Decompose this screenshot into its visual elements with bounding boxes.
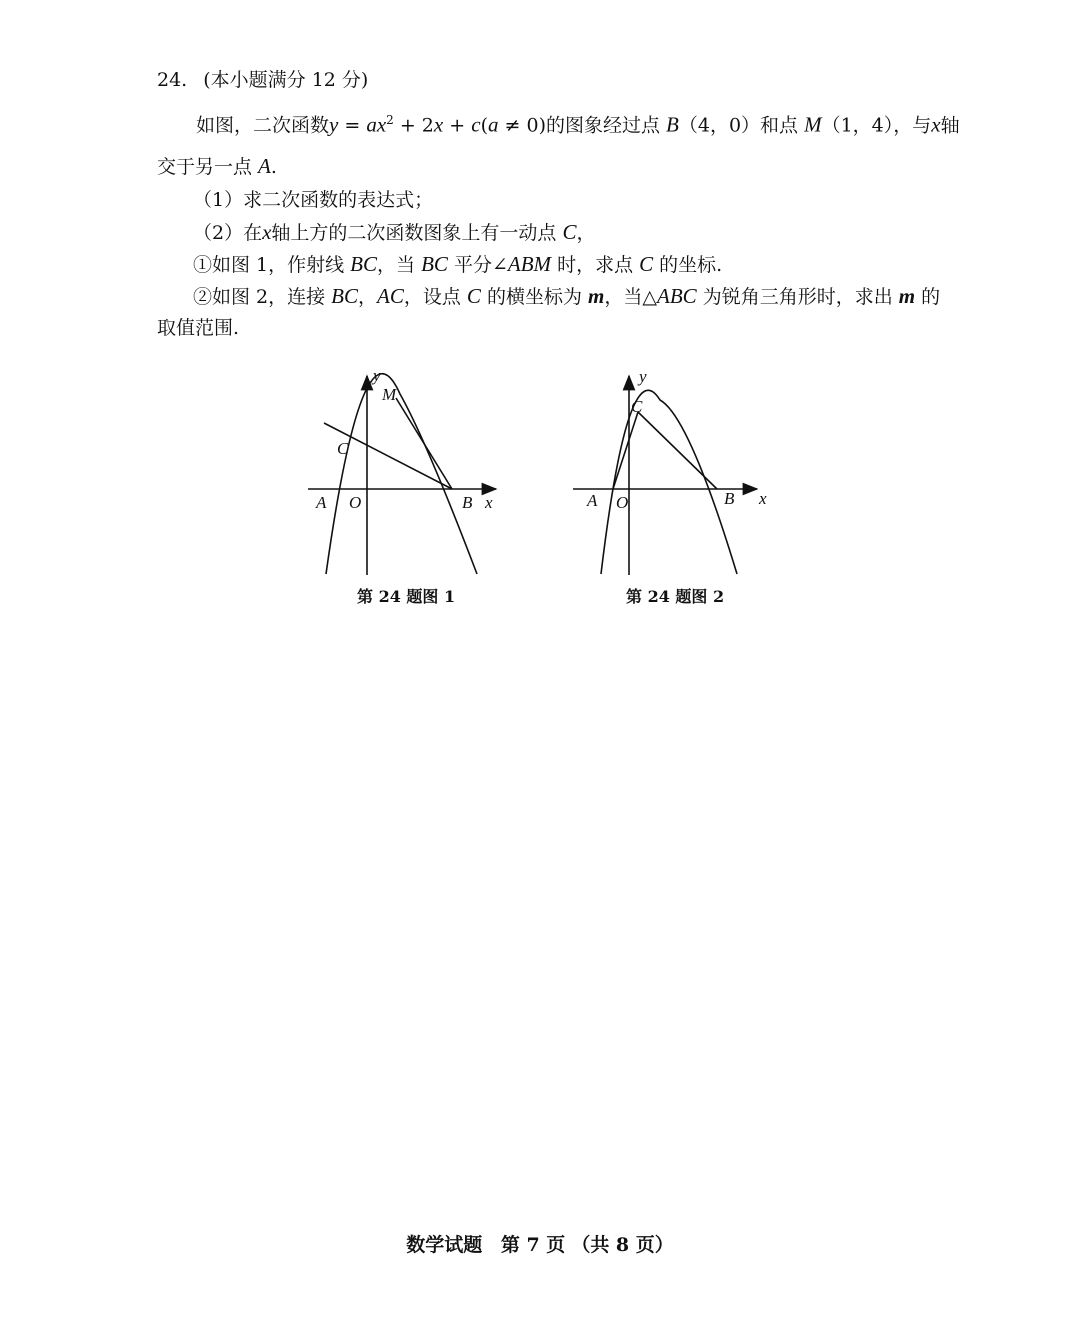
formula-var: x bbox=[433, 112, 444, 137]
footer-page: 第 7 页 bbox=[500, 1234, 566, 1256]
segment-label: BC bbox=[421, 252, 448, 276]
formula-op: ( bbox=[480, 114, 488, 137]
stem-text: 交于另一点 bbox=[157, 156, 259, 178]
segment-label: BC bbox=[350, 252, 378, 276]
segment-label: AC bbox=[377, 284, 404, 308]
stem-text: （1，4），与 bbox=[821, 114, 932, 137]
formula-var: c bbox=[471, 112, 481, 137]
figure-1 bbox=[300, 360, 520, 580]
page-footer bbox=[0, 1230, 1080, 1257]
parabola bbox=[326, 374, 477, 574]
point-label: C bbox=[466, 284, 481, 308]
sub-1-text: ①如图 1，作射线 bbox=[193, 254, 351, 276]
sub-2-text: ，当△ bbox=[604, 286, 657, 308]
formula-var: x bbox=[262, 220, 272, 244]
variable-m: m bbox=[588, 284, 605, 308]
label-x: x bbox=[485, 493, 493, 512]
variable-m: m bbox=[898, 284, 916, 308]
formula-op: = bbox=[338, 114, 367, 137]
stem-text: 如图，二次函数 bbox=[196, 114, 330, 137]
sub-2-text: 取值范围. bbox=[157, 317, 240, 339]
segment-ac bbox=[613, 412, 638, 489]
formula-op: + bbox=[443, 114, 472, 137]
label-o: O bbox=[349, 493, 362, 512]
parabola bbox=[601, 390, 737, 574]
point-label: B bbox=[666, 112, 679, 137]
formula-var: x bbox=[931, 112, 941, 137]
formula-op: + 2 bbox=[393, 114, 434, 137]
part-2-text: 轴上方的二次函数图象上有一动点 bbox=[271, 222, 563, 244]
question-stem-line2 bbox=[157, 154, 277, 179]
label-o: O bbox=[616, 493, 629, 512]
sub-2-text: 的 bbox=[915, 286, 941, 308]
figure-1-caption: 第 24 题图 1 bbox=[357, 587, 456, 606]
label-a: A bbox=[316, 493, 327, 512]
sub-1-text: 平分∠ bbox=[447, 254, 508, 276]
sub-2-text: 为锐角三角形时，求出 bbox=[696, 286, 899, 308]
sub-1-text: 的坐标. bbox=[653, 254, 723, 276]
formula-var: y bbox=[329, 112, 339, 137]
footer-subject: 数学试题 bbox=[406, 1234, 483, 1256]
stem-text: . bbox=[270, 156, 277, 178]
segment-label: BC bbox=[331, 284, 359, 308]
sub-2-text: ，设点 bbox=[403, 286, 467, 308]
sub-1-text: 时，求点 bbox=[551, 254, 640, 276]
sub-1-text: ，当 bbox=[377, 254, 422, 276]
sub-2-text: 的横坐标为 bbox=[480, 286, 589, 308]
part-2-text: （2）在 bbox=[193, 222, 263, 244]
angle-label: ABM bbox=[507, 252, 552, 276]
points-note: (本小题满分 12 分) bbox=[203, 69, 369, 91]
part-2 bbox=[193, 220, 596, 245]
footer-total: （共 8 页） bbox=[571, 1234, 674, 1256]
segment-bc bbox=[638, 412, 717, 489]
sub-question-2 bbox=[193, 284, 940, 309]
question-number: 24. bbox=[157, 69, 188, 91]
sub-question-1 bbox=[193, 252, 722, 277]
point-label: A bbox=[258, 154, 271, 178]
label-m: M bbox=[382, 385, 397, 404]
formula-op: ≠ 0) bbox=[498, 114, 546, 137]
sub-2-text: ②如图 2，连接 bbox=[193, 286, 332, 308]
label-b: B bbox=[462, 493, 473, 512]
formula-var: a bbox=[487, 112, 499, 137]
stem-text: 的图象经过点 bbox=[545, 114, 667, 137]
question-header bbox=[157, 68, 368, 92]
point-label: M bbox=[804, 112, 822, 137]
figure-2 bbox=[565, 360, 785, 580]
label-c: C bbox=[337, 439, 349, 458]
figure-2-caption: 第 24 题图 2 bbox=[626, 587, 725, 606]
point-label: C bbox=[639, 252, 654, 276]
question-stem-line1 bbox=[196, 108, 960, 137]
label-a: A bbox=[587, 491, 598, 510]
part-1-text: （1）求二次函数的表达式； bbox=[193, 189, 434, 211]
label-y: y bbox=[639, 367, 647, 386]
point-label: C bbox=[562, 220, 577, 244]
stem-text: （4，0）和点 bbox=[678, 114, 805, 137]
label-y: y bbox=[373, 366, 381, 385]
sub-question-2-cont bbox=[157, 316, 239, 340]
sub-2-text: ， bbox=[358, 286, 378, 308]
formula-exponent: 2 bbox=[386, 113, 394, 127]
part-1 bbox=[193, 188, 433, 212]
label-x: x bbox=[759, 489, 767, 508]
label-c: C bbox=[631, 397, 643, 416]
formula-var: ax bbox=[366, 112, 387, 137]
part-2-text: ， bbox=[576, 222, 596, 244]
label-b: B bbox=[724, 489, 735, 508]
triangle-label: ABC bbox=[657, 284, 697, 308]
stem-text: 轴 bbox=[940, 114, 960, 137]
